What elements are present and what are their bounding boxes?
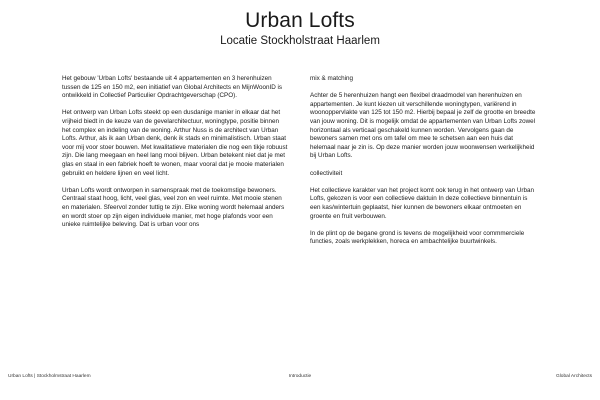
footer-section-label: Introductie [288,374,312,379]
page-header [0,8,600,48]
collectiviteit-paragraph: Het collectieve karakter van het project komt ook terug in het ontwerp van Urban Lofts, gekozen is voor een collectieve daktuin In deze collectieve binnentuin is een kas/wintertuin geplaatst, hier kunnen de bewoners elkaar ontmoeten en groente en fruit verbouwen. [310,186,535,220]
section-heading-collectiviteit: collectiviteit [310,169,343,177]
design-paragraph: Het ontwerp van Urban Lofts steekt op een dusdanige manier in elkaar dat het vrijheid biedt in de keuze van de gevelarchitectuur, woningtype, positie binnen het complex en indeling van de woning. Arthur Nuss is de architect van Urban Lofts. Arthur, als ik aan Urban denk, denk ik stads en minimalistisch. Urban staat voor mij voor stoer bouwen. Met kwalitatieve materialen die nog een tikje robuust zijn. Die lang meegaan en heel lang mooi blijven. Urban betekent niet dat je met glas en staal in een fabriek hoeft te wonen, maar vooral dat je mooie materialen gebruikt en heldere lijnen en veel licht. [62,109,288,177]
section-heading-mix-matching: mix & matching [310,75,354,82]
footer-company-label: Global Architects [556,374,592,379]
intro-paragraph: Het gebouw 'Urban Lofts' bestaande uit 4 appartementen en 3 herenhuizen tussen de 125 en 150 m2, een initiatief van Global Architects en MijnWoonID is ontwikkeld in Collectief Particulier Opdrachtgeverschap (CPO). [62,75,283,100]
page-title: Urban Lofts [245,9,355,32]
footer-project-label: Urban Lofts | Stockholmstraat Haarlem [8,374,91,379]
page-subtitle: Locatie Stockholstraat Haarlem [220,35,380,47]
collaboration-paragraph: Urban Lofts wordt ontworpen in samenspraak met de toekomstige bewoners. Centraal staat hoog, licht, veel glas, veel zon en veel ruimte. Met mooie stenen en materialen. Sfeervol zonder tuttig te zijn. Elke woning wordt helemaal anders en wordt stoer op zijn eigen individuele manier, met hoge plafonds voor een unieke ruimtelijke beleving. Dat is urban voor ons [62,186,285,229]
page-footer [0,374,600,384]
mix-matching-paragraph: Achter de 5 herenhuizen hangt een flexibel draadmodel van herenhuizen en appartementen. Je kunt kiezen uit verschillende woningtypen, variërend in woonoppervlakte van 125 tot 150 m2. Hierbij bepaal je zelf de grootte en breedte van jouw woning. Dit is mogelijk omdat de appartementen van Urban Lofts zowel horizontaal als verticaal geschakeld kunnen worden. Vervolgens gaan de bewoners samen met ons om tafel om mee te schetsen aan een huis dat helemaal naar je zin is. Op deze manier worden jouw woonwensen werkelijkheid bij Urban Lofts. [310,92,536,160]
right-column [310,75,538,255]
left-column [62,75,288,238]
plint-paragraph: In de plint op de begane grond is tevens de mogelijkheid voor commmerciele functies, zoals werkplekken, horeca en ambachtelijke buurtwinkels. [310,229,525,246]
